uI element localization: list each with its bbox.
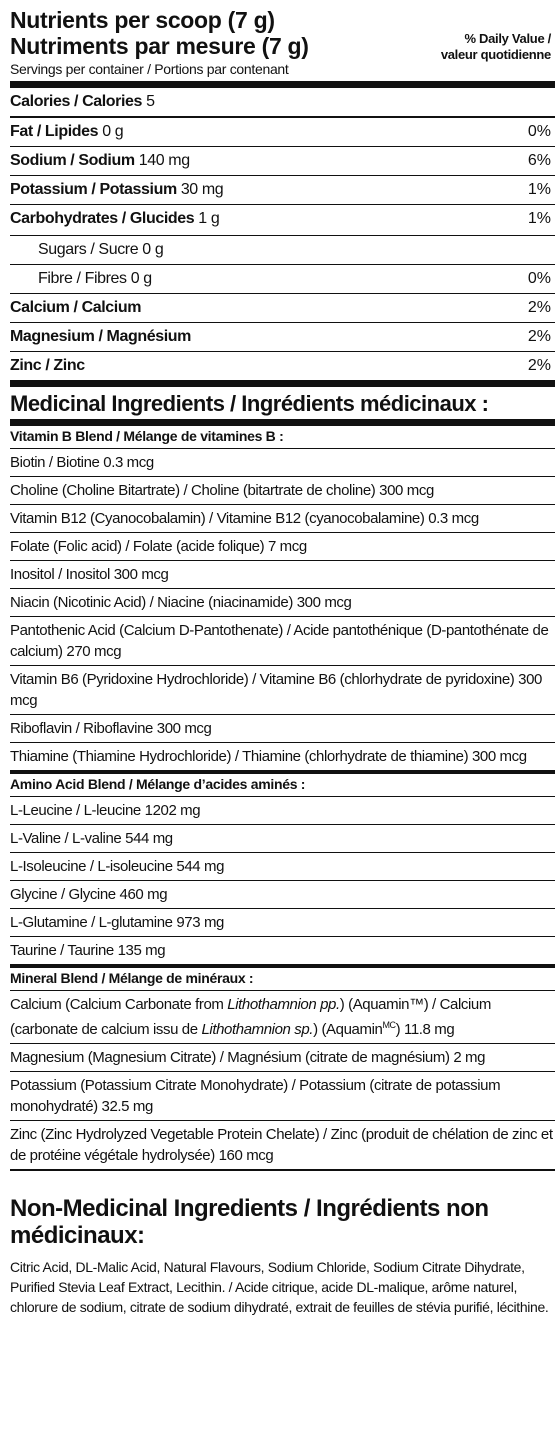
ingredient-magnesium: Magnesium (Magnesium Citrate) / Magnésium (citrate de magnésium) 2 mg bbox=[10, 1049, 486, 1066]
carbohydrates-label: Carbohydrates / Glucides bbox=[10, 210, 195, 227]
fibre-label: Fibre / Fibres 0 g bbox=[38, 270, 152, 287]
mc-trademark: MC bbox=[382, 1020, 396, 1030]
daily-value-en: % Daily Value / bbox=[464, 31, 551, 46]
nutrient-row-carbohydrates bbox=[10, 205, 555, 233]
amino-blend-heading: Amino Acid Blend / Mélange d’acides aminés : bbox=[10, 776, 306, 792]
ingredient-biotin: Biotin / Biotine 0.3 mcg bbox=[10, 454, 154, 471]
nutrient-row-sodium bbox=[10, 147, 555, 175]
fibre-percent: 0% bbox=[527, 270, 551, 287]
ingredient-vitamin-b6: Vitamin B6 (Pyridoxine Hydrochloride) / Vitamine B6 (chlorhydrate de pyridoxine) 300 mcg bbox=[10, 671, 542, 709]
vitamin-blend-heading: Vitamin B Blend / Mélange de vitamines B : bbox=[10, 428, 284, 444]
nutrient-row-fat bbox=[10, 118, 555, 146]
ingredient-leucine: L-Leucine / L-leucine 1202 mg bbox=[10, 802, 201, 819]
non-medicinal-text: Citric Acid, DL-Malic Acid, Natural Flavours, Sodium Chloride, Sodium Citrate Dihydrate, Purified Stevia Leaf Extract, Lecithin. / Acide citrique, acide DL-malique, arôme naturel, chlorure de sodium, citrate de sodium dihydraté, extrait de feuilles de stévia purifié, lécithine. bbox=[10, 1259, 549, 1315]
nutrient-row-zinc bbox=[10, 352, 555, 380]
fat-label: Fat / Lipides bbox=[10, 123, 99, 140]
ingredient-folate: Folate (Folic acid) / Folate (acide folique) 7 mcg bbox=[10, 538, 307, 555]
calories-amount: 5 bbox=[146, 93, 155, 110]
carbohydrates-amount: 1 g bbox=[198, 210, 220, 227]
nutrient-row-calcium bbox=[10, 294, 555, 322]
ingredient-glycine: Glycine / Glycine 460 mg bbox=[10, 886, 168, 903]
sodium-label: Sodium / Sodium bbox=[10, 152, 135, 169]
ingredient-zinc: Zinc (Zinc Hydrolyzed Vegetable Protein Chelate) / Zinc (produit de chélation de zinc et de protéine végétale hydrolysée) 160 mcg bbox=[10, 1126, 553, 1164]
ingredient-potassium: Potassium (Potassium Citrate Monohydrate) / Potassium (citrate de potassium monohydraté) 32.5 mg bbox=[10, 1077, 501, 1115]
ingredient-vitamin-b12: Vitamin B12 (Cyanocobalamin) / Vitamine B12 (cyanocobalamine) 0.3 mcg bbox=[10, 510, 479, 527]
ingredient-isoleucine: L-Isoleucine / L-isoleucine 544 mg bbox=[10, 858, 225, 875]
ingredient-taurine: Taurine / Taurine 135 mg bbox=[10, 942, 166, 959]
magnesium-label: Magnesium / Magnésium bbox=[10, 328, 191, 345]
servings-text: Servings per container / Portions par contenant bbox=[10, 61, 289, 77]
divider-thick bbox=[10, 81, 555, 88]
nutrient-row-fibre bbox=[10, 265, 555, 293]
daily-value-heading bbox=[441, 31, 551, 63]
potassium-label: Potassium / Potassium bbox=[10, 181, 177, 198]
nutrient-row-sugars bbox=[10, 236, 555, 264]
title-english: Nutrients per scoop (7 g) bbox=[10, 7, 275, 33]
title-french: Nutriments par mesure (7 g) bbox=[10, 33, 309, 59]
potassium-amount: 30 mg bbox=[180, 181, 224, 198]
fat-percent: 0% bbox=[527, 123, 551, 140]
sodium-percent: 6% bbox=[527, 152, 551, 169]
sodium-amount: 140 mg bbox=[138, 152, 190, 169]
fat-amount: 0 g bbox=[102, 123, 124, 140]
nutrition-label bbox=[10, 0, 555, 1317]
ingredient-pantothenic-acid: Pantothenic Acid (Calcium D-Pantothenate) / Acide pantothénique (D-pantothénate de calcium) 270 mcg bbox=[10, 622, 549, 660]
non-medicinal-heading: Non-Medicinal Ingredients / Ingrédients non médicinaux: bbox=[10, 1195, 489, 1249]
ingredient-thiamine: Thiamine (Thiamine Hydrochloride) / Thiamine (chlorhydrate de thiamine) 300 mcg bbox=[10, 748, 527, 765]
ingredient-niacin: Niacin (Nicotinic Acid) / Niacine (niacinamide) 300 mcg bbox=[10, 594, 352, 611]
ingredient-inositol: Inositol / Inositol 300 mcg bbox=[10, 566, 169, 583]
zinc-percent: 2% bbox=[527, 357, 551, 374]
calories-label: Calories / Calories bbox=[10, 93, 143, 110]
calcium-percent: 2% bbox=[527, 299, 551, 316]
divider-thick bbox=[10, 419, 555, 426]
daily-value-fr: valeur quotidienne bbox=[440, 47, 551, 62]
nutrient-row-calories bbox=[10, 88, 555, 116]
ingredient-riboflavin: Riboflavin / Riboflavine 300 mcg bbox=[10, 720, 212, 737]
carbohydrates-percent: 1% bbox=[527, 210, 551, 227]
mineral-blend-heading: Mineral Blend / Mélange de minéraux : bbox=[10, 970, 254, 986]
nutrient-row-magnesium bbox=[10, 323, 555, 351]
medicinal-ingredients-heading: Medicinal Ingredients / Ingrédients médicinaux : bbox=[10, 391, 489, 416]
potassium-percent: 1% bbox=[527, 181, 551, 198]
calcium-label: Calcium / Calcium bbox=[10, 299, 142, 316]
sugars-label: Sugars / Sucre 0 g bbox=[38, 241, 164, 258]
divider-thick bbox=[10, 380, 555, 387]
ingredient-calcium: Calcium (Calcium Carbonate from Lithothamnion pp.) (Aquamin™) / Calcium (carbonate de calcium issu de Lithothamnion sp.) (Aquamin$^{MC}$) 11.8 mg bbox=[10, 996, 491, 1038]
nutrient-row-potassium bbox=[10, 176, 555, 204]
ingredient-choline: Choline (Choline Bitartrate) / Choline (bitartrate de choline) 300 mcg bbox=[10, 482, 434, 499]
magnesium-percent: 2% bbox=[527, 328, 551, 345]
ingredient-valine: L-Valine / L-valine 544 mg bbox=[10, 830, 173, 847]
zinc-label: Zinc / Zinc bbox=[10, 357, 85, 374]
ingredient-glutamine: L-Glutamine / L-glutamine 973 mg bbox=[10, 914, 224, 931]
